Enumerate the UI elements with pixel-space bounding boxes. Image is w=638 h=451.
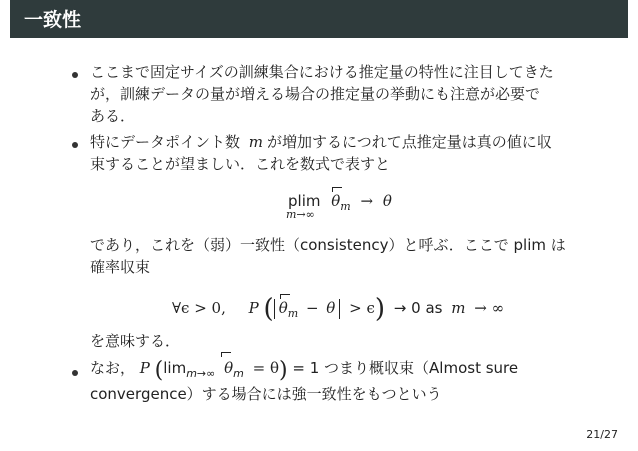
minus: −	[305, 299, 319, 317]
bullet-1	[90, 61, 600, 127]
paragraph-line: 確率収束	[90, 258, 151, 276]
paragraph-meaning	[90, 330, 600, 352]
bullet-marker	[72, 370, 78, 376]
text-span: 特にデータポイント数	[90, 133, 241, 151]
prob-P: P	[139, 359, 150, 377]
text-span: = 1 つまり概収束（Almost sure	[292, 359, 519, 377]
subscript-m: m	[233, 367, 244, 380]
text-span: が増加するにつれて点推定量は真の値に収	[267, 133, 552, 151]
bullet-3	[90, 356, 600, 405]
bullet-1-line: が，訓練データの量が増える場合の推定量の挙動にも注意が必要で	[90, 85, 541, 103]
bullet-marker	[72, 72, 78, 78]
abs-value	[274, 299, 341, 319]
right-paren: )	[279, 358, 288, 383]
paragraph-consistency	[90, 234, 600, 278]
lim-operator: lim	[163, 359, 187, 377]
equals-theta: = θ	[252, 359, 280, 377]
equation-convergence	[172, 290, 505, 324]
plim-subscript: m→∞	[286, 208, 315, 221]
bullet-2-line	[90, 131, 600, 153]
paragraph-line: であり，これを（弱）一致性（consistency）と呼ぶ．ここで plim は	[90, 236, 566, 254]
bullet-marker	[72, 142, 78, 148]
bullet-1-line: ここまで固定サイズの訓練集合における推定量の特性に注目してきた	[90, 63, 554, 81]
forall-clause: ∀ϵ > 0,	[172, 299, 226, 317]
prob-P: P	[248, 299, 259, 317]
theta-hat: θ	[331, 192, 341, 210]
arrow: →	[360, 192, 374, 210]
text-span: なお，	[90, 359, 136, 377]
arrow-zero: → 0 as	[393, 299, 443, 317]
var-m: m	[451, 299, 466, 317]
right-paren: )	[374, 294, 386, 324]
math-var: m	[248, 133, 264, 151]
theta: θ	[382, 192, 392, 210]
lim-subscript: m→∞	[186, 367, 216, 380]
bullet-1-line: ある．	[90, 107, 136, 125]
paragraph-line: を意味する．	[90, 332, 181, 350]
left-paren: (	[263, 294, 274, 324]
subscript-m: m	[287, 307, 299, 320]
theta: θ	[326, 299, 336, 317]
theta-hat: θ	[278, 299, 288, 317]
plim-operator: plim	[288, 192, 321, 210]
theta-hat: θ	[220, 357, 233, 379]
bullet-2-line: 束することが望ましい．これを数式で表すと	[90, 155, 391, 173]
bullet-3-line	[90, 356, 600, 381]
left-paren: (	[154, 358, 164, 383]
equation-plim	[286, 192, 392, 221]
subscript-m: m	[340, 200, 351, 213]
title-bar	[10, 0, 628, 38]
page-title: 一致性	[24, 9, 82, 31]
greater-eps: > ϵ	[349, 299, 375, 317]
bullet-2	[90, 131, 600, 175]
page-number: 21/27	[586, 428, 618, 441]
bullet-3-line: convergence）する場合には強一致性をもつという	[90, 385, 442, 403]
arrow-infinity: → ∞	[474, 299, 505, 317]
